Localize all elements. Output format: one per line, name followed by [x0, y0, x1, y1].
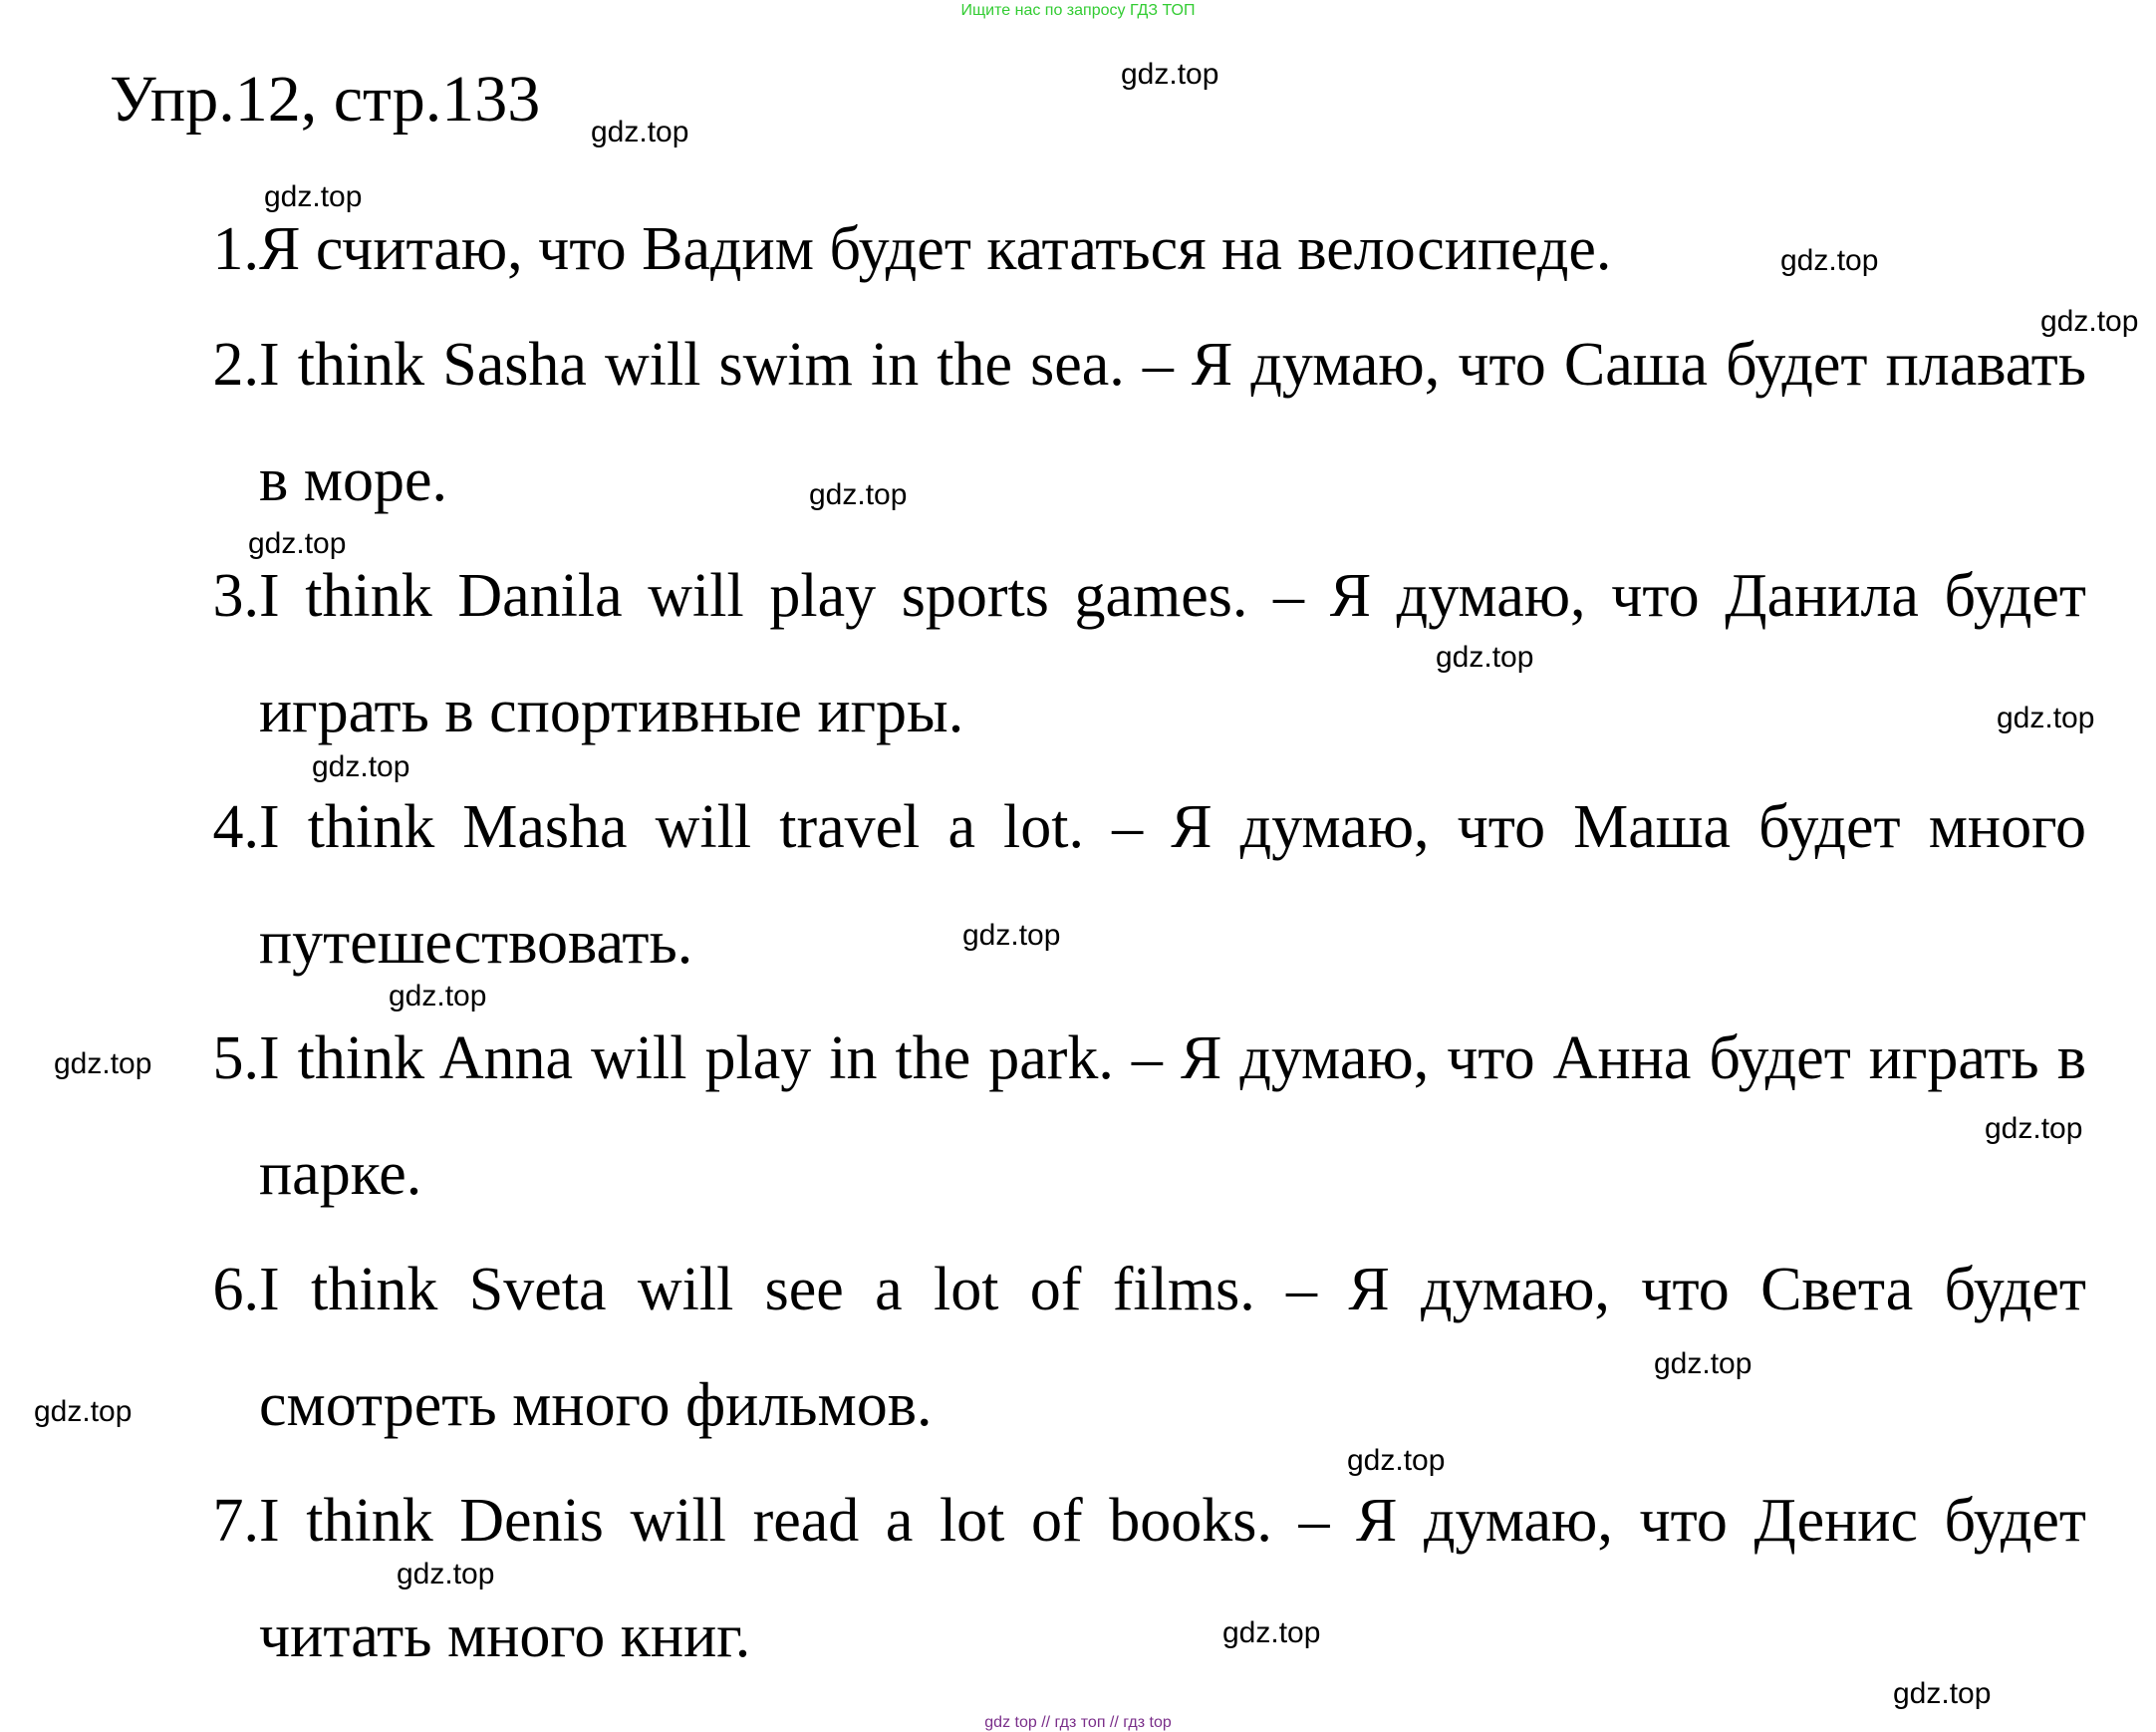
list-item: [179, 538, 2086, 769]
watermark: gdz.top: [54, 1047, 152, 1080]
item-number: 3.: [212, 562, 259, 630]
watermark: gdz.top: [264, 180, 363, 213]
watermark: gdz.top: [809, 478, 908, 511]
page-title: Упр.12, стр.133: [110, 63, 541, 136]
item-text: I think Masha will travel a lot. – Я думаю, что Маша будет много путешествовать.: [259, 793, 2086, 977]
item-number: 5.: [212, 1024, 259, 1092]
list-item: [179, 769, 2086, 1001]
watermark: gdz.top: [1985, 1112, 2083, 1145]
item-number: 7.: [212, 1487, 259, 1555]
list-item: [179, 307, 2086, 538]
watermark: gdz.top: [34, 1395, 133, 1428]
watermark: gdz.top: [1347, 1444, 1446, 1477]
watermark: gdz.top: [397, 1558, 495, 1590]
item-number: 6.: [212, 1256, 259, 1323]
watermark: gdz.top: [1780, 244, 1879, 277]
item-text: I think Anna will play in the park. – Я думаю, что Анна будет играть в парке.: [259, 1024, 2086, 1208]
watermark: gdz.top: [1654, 1347, 1752, 1380]
item-text: I think Denis will read a lot of books. – Я думаю, что Денис будет читать много книг.: [259, 1487, 2086, 1670]
item-text: I think Sasha will swim in the sea. – Я думаю, что Саша будет плавать в море.: [259, 331, 2086, 514]
watermark: gdz.top: [1121, 58, 1219, 91]
list-item: [179, 1001, 2086, 1232]
item-number: 1.: [212, 215, 259, 283]
watermark: gdz.top: [962, 919, 1061, 952]
item-text: I think Danila will play sports games. – Я думаю, что Данила будет играть в спортивные игры.: [259, 562, 2086, 745]
watermark: gdz.top: [2040, 305, 2139, 338]
watermark: gdz.top: [1997, 702, 2095, 734]
watermark: gdz.top: [591, 116, 689, 148]
watermark: gdz.top: [1222, 1616, 1321, 1649]
item-text: I think Sveta will see a lot of films. – Я думаю, что Света будет смотреть много фильмов.: [259, 1256, 2086, 1439]
item-text: Я считаю, что Вадим будет кататься на велосипеде.: [259, 215, 1612, 283]
watermark: gdz.top: [1436, 641, 1534, 674]
item-number: 2.: [212, 331, 259, 399]
watermark: gdz.top: [248, 527, 347, 560]
watermark: gdz.top: [389, 980, 487, 1012]
watermark: gdz.top: [312, 750, 410, 783]
list-item: [179, 1232, 2086, 1463]
item-number: 4.: [212, 793, 259, 861]
watermark: gdz.top: [1893, 1677, 1992, 1710]
top-banner: Ищите нас по запросу ГДЗ ТОП: [960, 2, 1196, 19]
bottom-banner: gdz top // гдз топ // гдз top: [984, 1714, 1172, 1731]
